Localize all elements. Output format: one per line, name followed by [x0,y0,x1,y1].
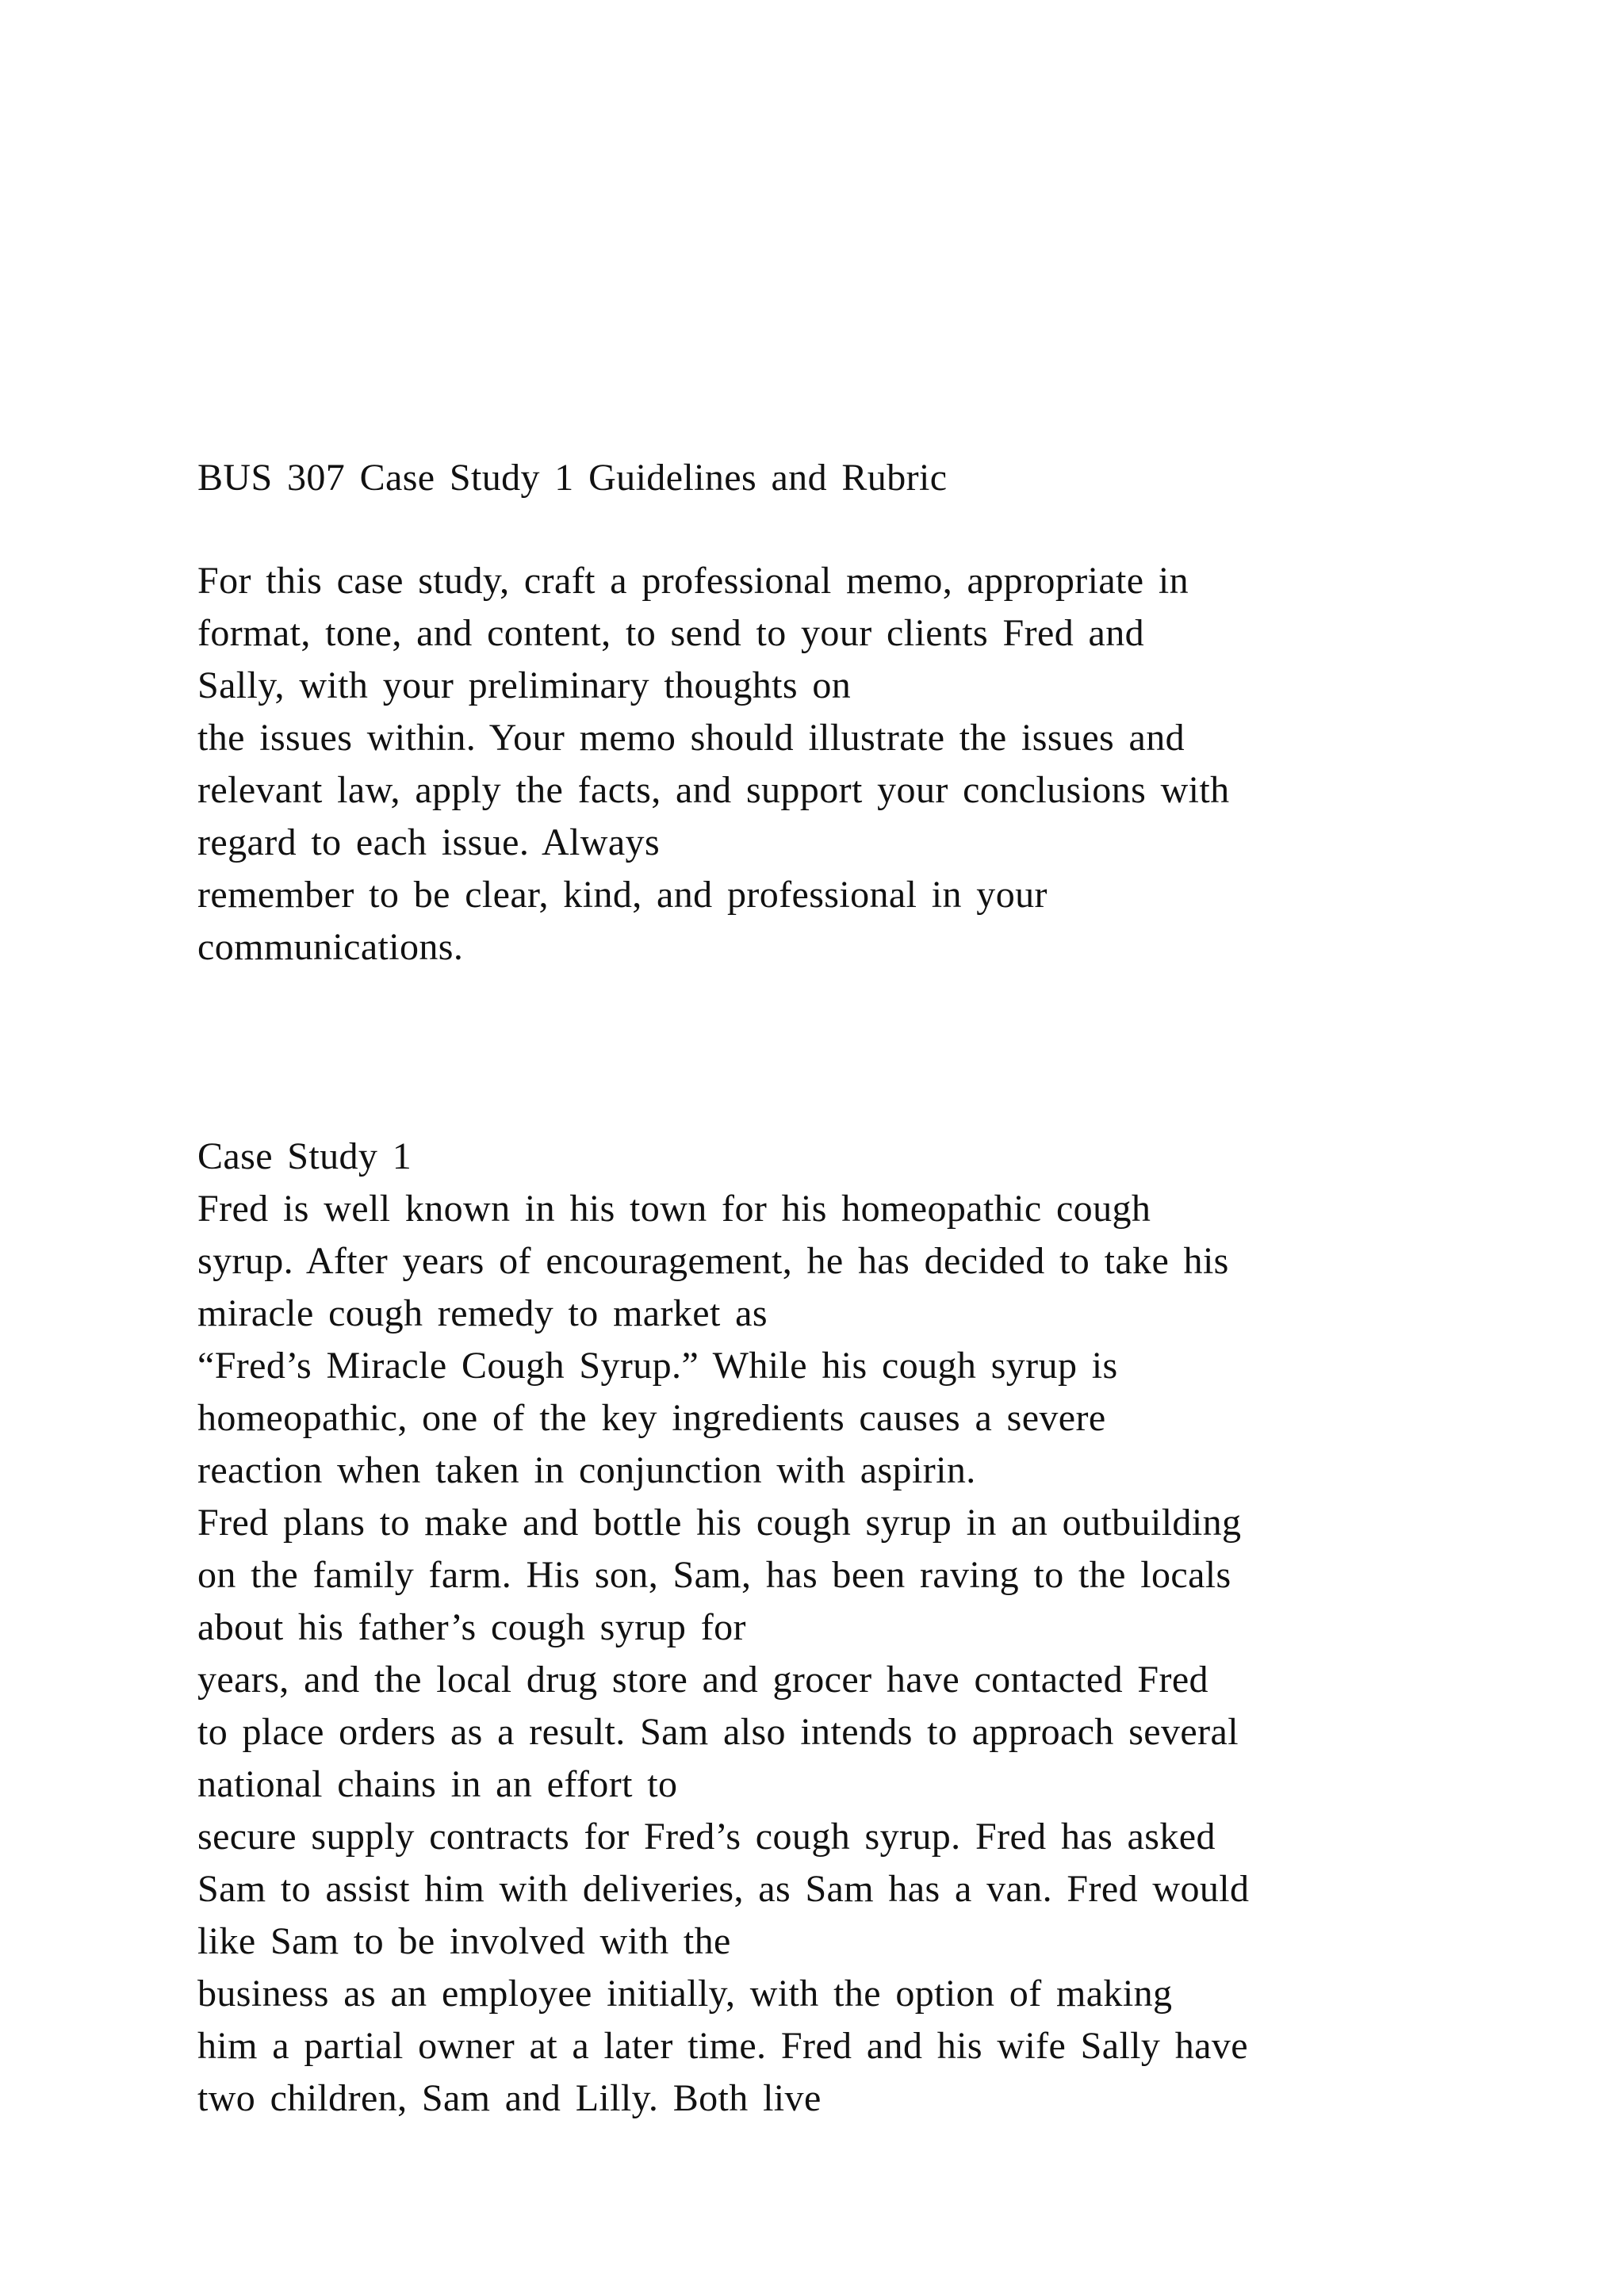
text-line: years, and the local drug store and grocer have contacted Fred [197,1659,1208,1701]
text-line: reaction when taken in conjunction with aspirin. [197,1449,976,1491]
text-line: to place orders as a result. Sam also intends to approach several [197,1711,1239,1753]
text-line: on the family farm. His son, Sam, has been raving to the locals [197,1554,1231,1596]
text-line: business as an employee initially, with the option of making [197,1973,1173,2015]
text-line: regard to each issue. Always [197,821,661,863]
text-line: about his father’s cough syrup for [197,1606,746,1648]
text-line: secure supply contracts for Fred’s cough syrup. Fred has asked [197,1816,1216,1858]
section-spacer [197,974,1545,1131]
text-line: “Fred’s Miracle Cough Syrup.” While his cough syrup is [197,1345,1118,1387]
text-line: Fred is well known in his town for his homeopathic cough [197,1188,1151,1230]
text-line: national chains in an effort to [197,1763,678,1805]
document-title: BUS 307 Case Study 1 Guidelines and Rubric [197,457,948,499]
text-line: relevant law, apply the facts, and support your conclusions with [197,769,1230,811]
text-line: like Sam to be involved with the [197,1920,731,1962]
document-body [197,452,1545,2125]
text-line: communications. [197,926,464,968]
text-line: For this case study, craft a professional memo, appropriate in [197,560,1189,602]
text-line: him a partial owner at a later time. Fred and his wife Sally have [197,2025,1248,2067]
text-line: remember to be clear, kind, and professional in your [197,874,1048,916]
text-line: two children, Sam and Lilly. Both live [197,2077,822,2119]
text-line: Sam to assist him with deliveries, as Sam has a van. Fred would [197,1868,1250,1910]
text-line: Fred plans to make and bottle his cough syrup in an outbuilding [197,1502,1242,1544]
text-line: syrup. After years of encouragement, he has decided to take his [197,1240,1229,1282]
text-line: homeopathic, one of the key ingredients causes a severe [197,1397,1106,1439]
text-line: the issues within. Your memo should illustrate the issues and [197,717,1185,759]
text-line: miracle cough remedy to market as [197,1292,768,1334]
text-line: Sally, with your preliminary thoughts on [197,664,852,706]
instructions-paragraph [197,555,1545,974]
text-line: format, tone, and content, to send to your clients Fred and [197,612,1144,654]
case-study-heading: Case Study 1 [197,1135,412,1177]
case-study-paragraph [197,1183,1545,2125]
